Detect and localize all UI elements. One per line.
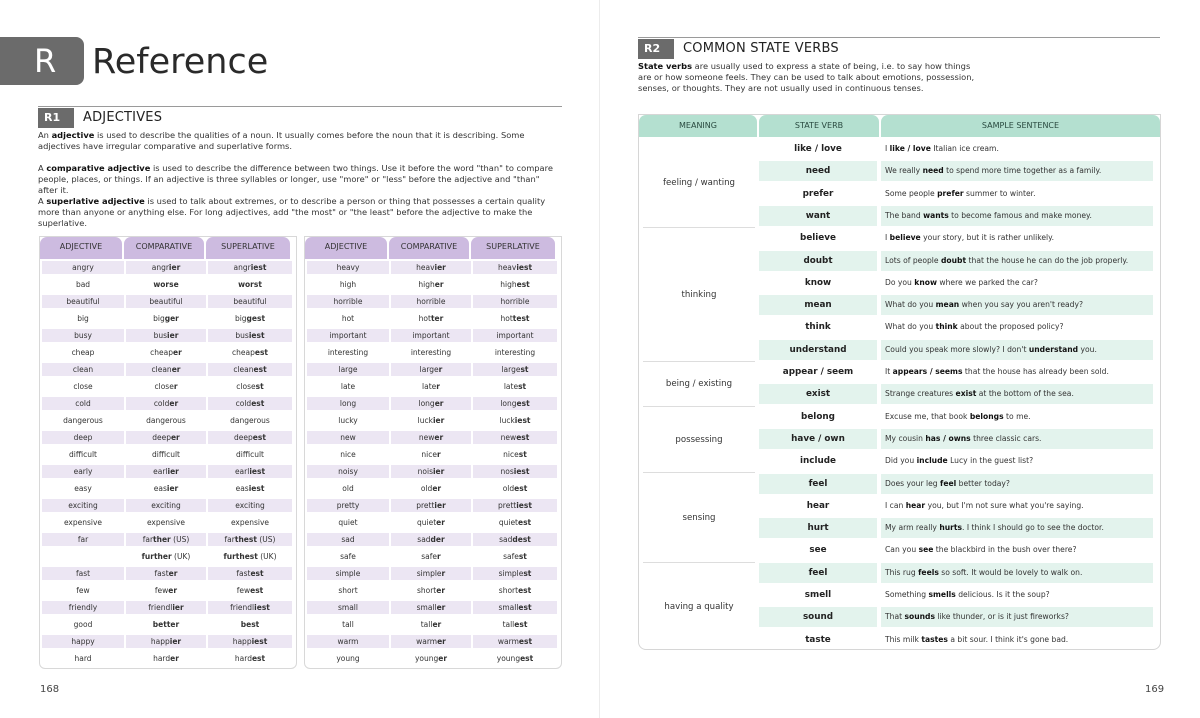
comparative-cell: simpler bbox=[391, 567, 471, 580]
table-row bbox=[305, 582, 561, 599]
sample-sentence-cell: What do you mean when you say you aren't ready? bbox=[881, 295, 1153, 315]
table-row bbox=[759, 429, 1153, 449]
table-body bbox=[40, 259, 296, 667]
table-row bbox=[305, 344, 561, 361]
page-title: Reference bbox=[92, 42, 269, 82]
table-row bbox=[40, 650, 296, 667]
table-row bbox=[759, 474, 1153, 494]
comparative-cell: larger bbox=[391, 363, 471, 376]
adjective-cell: dangerous bbox=[63, 416, 103, 425]
superlative-cell: longest bbox=[473, 397, 557, 410]
table-row bbox=[305, 310, 561, 327]
superlative-cell: luckiest bbox=[499, 416, 531, 425]
table-header bbox=[639, 115, 1160, 137]
right-page bbox=[600, 0, 1200, 718]
superlative-cell: quietest bbox=[498, 518, 532, 527]
adjective-cell: far bbox=[42, 533, 124, 546]
adjective-cell: easy bbox=[74, 484, 92, 493]
superlative-cell: saddest bbox=[473, 533, 557, 546]
comparative-cell: worse bbox=[153, 280, 179, 289]
superlative-cell: hardest bbox=[234, 654, 266, 663]
sample-sentence-cell: Does your leg feel better today? bbox=[881, 474, 1153, 494]
adjective-cell: lucky bbox=[338, 416, 358, 425]
adjective-cell: exciting bbox=[42, 499, 124, 512]
table-row bbox=[40, 446, 296, 463]
adjective-cell: short bbox=[338, 586, 358, 595]
superlative-cell: exciting bbox=[208, 499, 292, 512]
adjective-cell: simple bbox=[307, 567, 389, 580]
table-row bbox=[305, 497, 561, 514]
table-row bbox=[759, 607, 1153, 627]
table-row bbox=[759, 384, 1153, 404]
table-row bbox=[759, 518, 1153, 538]
adjective-cell: pretty bbox=[307, 499, 389, 512]
table-row bbox=[40, 344, 296, 361]
adjective-cell: good bbox=[73, 620, 93, 629]
state-verb-cell: belong bbox=[801, 411, 835, 422]
adjective-cell: hot bbox=[341, 314, 355, 323]
sample-sentence-cell: This rug feels so soft. It would be lovely to walk on. bbox=[881, 563, 1153, 583]
comparative-cell: harder bbox=[153, 654, 179, 663]
table-row bbox=[305, 599, 561, 616]
header-sample-sentence: SAMPLE SENTENCE bbox=[881, 115, 1160, 137]
table-row bbox=[40, 395, 296, 412]
comparative-cell: sadder bbox=[391, 533, 471, 546]
superlative-cell: closest bbox=[236, 382, 264, 391]
superlative-cell: busiest bbox=[208, 329, 292, 342]
page-number-right: 169 bbox=[1145, 684, 1165, 695]
header-superlative: SUPERLATIVE bbox=[471, 237, 555, 259]
state-verb-cell: exist bbox=[759, 384, 877, 404]
adjective-cell: warm bbox=[307, 635, 389, 648]
adjective-cell: busy bbox=[42, 329, 124, 342]
state-verb-cell: know bbox=[804, 277, 832, 288]
table-row bbox=[759, 228, 1153, 248]
comparative-cell: quieter bbox=[417, 518, 445, 527]
table-row bbox=[759, 317, 1153, 337]
table-row bbox=[40, 412, 296, 429]
comparative-cell: newer bbox=[391, 431, 471, 444]
state-verb-cell: smell bbox=[804, 590, 832, 600]
sample-sentence-cell: Something smells delicious. Is it the soup? bbox=[885, 590, 1050, 599]
header-meaning: MEANING bbox=[639, 115, 757, 137]
adjective-cell: bad bbox=[75, 280, 91, 289]
superlative-cell: dangerous bbox=[230, 416, 270, 425]
comparative-cell: higher bbox=[418, 280, 444, 289]
comparative-cell: further (UK) bbox=[141, 552, 191, 561]
table-row bbox=[759, 540, 1153, 560]
table-row bbox=[759, 273, 1153, 293]
header-comparative: COMPARATIVE bbox=[124, 237, 204, 259]
meaning-cell: having a quality bbox=[664, 602, 734, 613]
comparative-cell: luckier bbox=[417, 416, 445, 425]
superlative-cell: earliest bbox=[208, 465, 292, 478]
state-verb-cell: sound bbox=[759, 607, 877, 627]
table-row bbox=[759, 563, 1153, 583]
table-row bbox=[759, 251, 1153, 271]
adjective-cell: new bbox=[307, 431, 389, 444]
table-row bbox=[759, 340, 1153, 360]
superlative-cell: nicest bbox=[503, 450, 527, 459]
comparative-cell: fewer bbox=[154, 586, 178, 595]
comparative-cell: noisier bbox=[391, 465, 471, 478]
table-row bbox=[759, 161, 1153, 181]
adjective-cell: long bbox=[307, 397, 389, 410]
sample-sentence-cell: Some people prefer summer to winter. bbox=[885, 188, 1036, 198]
comparative-cell: interesting bbox=[410, 348, 452, 357]
table-row bbox=[40, 514, 296, 531]
table-row bbox=[305, 378, 561, 395]
state-verb-cell: taste bbox=[805, 634, 831, 645]
adjective-cell: cheap bbox=[71, 348, 95, 357]
state-verb-cell: appear / seem bbox=[782, 367, 854, 377]
table-row bbox=[40, 531, 296, 548]
adjective-cell: safe bbox=[340, 552, 356, 561]
comparative-cell: shorter bbox=[416, 586, 446, 595]
sample-sentence-cell: I like / love Italian ice cream. bbox=[885, 144, 999, 153]
superlative-cell: coldest bbox=[208, 397, 292, 410]
table-row bbox=[40, 463, 296, 480]
section-title-state-verbs: COMMON STATE VERBS bbox=[683, 41, 839, 56]
table-row bbox=[305, 633, 561, 650]
comparative-cell: friendlier bbox=[126, 601, 206, 614]
table-row bbox=[40, 565, 296, 582]
sample-sentence-cell: Can you see the blackbird in the bush over there? bbox=[885, 545, 1077, 555]
comparative-cell: heavier bbox=[391, 261, 471, 274]
state-verb-cell: feel bbox=[759, 563, 877, 583]
table-row bbox=[40, 276, 296, 293]
section-rule bbox=[38, 106, 562, 107]
superlative-cell: warmest bbox=[473, 635, 557, 648]
superlative-paragraph: A superlative adjective is used to talk about extremes, or to describe a person or thing that possesses a certain quality more than anyone or anything else. For long adjectives, add "the most" or "the least" before the adjective to make the superlative. bbox=[38, 196, 546, 228]
adjective-cell: quiet bbox=[338, 518, 358, 527]
state-verb-cell: understand bbox=[759, 340, 877, 360]
sample-sentence-cell: Excuse me, that book belongs to me. bbox=[885, 411, 1031, 421]
adjective-cell bbox=[42, 550, 124, 563]
table-row bbox=[759, 206, 1153, 226]
adjective-cell: heavy bbox=[307, 261, 389, 274]
comparative-cell: younger bbox=[414, 654, 448, 663]
table-row bbox=[40, 480, 296, 497]
superlative-cell: friendliest bbox=[208, 601, 292, 614]
table-body bbox=[305, 259, 561, 667]
table-row bbox=[40, 599, 296, 616]
comparative-cell: hotter bbox=[418, 314, 444, 323]
table-row bbox=[759, 585, 1153, 605]
adjective-cell: noisy bbox=[307, 465, 389, 478]
comparative-paragraph: A comparative adjective is used to describe the difference between two things. Use it before the word "than" to compare people, places, or things. If an adjective is three syllables or longer, use "more" or "less" before the adjective and "than" after it. bbox=[38, 163, 553, 195]
state-verbs-table bbox=[638, 114, 1161, 650]
superlative-cell: easiest bbox=[235, 484, 265, 493]
comparative-cell: prettier bbox=[391, 499, 471, 512]
superlative-cell: tallest bbox=[502, 620, 528, 629]
table-row bbox=[40, 429, 296, 446]
table-header bbox=[305, 237, 561, 259]
section-rule bbox=[638, 37, 1160, 38]
header-comparative: COMPARATIVE bbox=[389, 237, 469, 259]
table-row bbox=[759, 496, 1153, 516]
table-row bbox=[40, 548, 296, 565]
comparative-cell: angrier bbox=[126, 261, 206, 274]
superlative-cell: deepest bbox=[208, 431, 292, 444]
superlative-cell: fastest bbox=[208, 567, 292, 580]
superlative-cell: biggest bbox=[234, 314, 266, 323]
section-badge-r1: R1 bbox=[38, 108, 74, 128]
superlative-cell: safest bbox=[503, 552, 527, 561]
comparative-cell: important bbox=[391, 329, 471, 342]
table-row bbox=[40, 259, 296, 276]
comparative-cell: dangerous bbox=[146, 416, 186, 425]
adjective-cell: clean bbox=[42, 363, 124, 376]
superlative-cell: interesting bbox=[494, 348, 536, 357]
adjective-cell: deep bbox=[42, 431, 124, 444]
adjective-cell: nice bbox=[340, 450, 356, 459]
header-state-verb: STATE VERB bbox=[759, 115, 879, 137]
adjective-cell: few bbox=[76, 586, 90, 595]
table-row bbox=[40, 361, 296, 378]
adjective-cell: hard bbox=[74, 654, 92, 663]
comparative-cell: nicer bbox=[421, 450, 441, 459]
adjective-cell: beautiful bbox=[42, 295, 124, 308]
superlative-cell: happiest bbox=[208, 635, 292, 648]
comparative-cell: deeper bbox=[126, 431, 206, 444]
table-row bbox=[305, 463, 561, 480]
state-verbs-intro: State verbs are usually used to express a state of being, i.e. to say how things are or how someone feels. They can be used to talk about emotions, possession, senses, or thoughts. They are not usually used in continuous tenses. bbox=[638, 61, 975, 93]
table-row bbox=[305, 327, 561, 344]
adjective-cell: difficult bbox=[69, 450, 97, 459]
table-row bbox=[40, 582, 296, 599]
superlative-cell: horrible bbox=[473, 295, 557, 308]
sample-sentence-cell: Did you include Lucy in the guest list? bbox=[885, 456, 1034, 466]
sample-sentence-cell: It appears / seems that the house has already been sold. bbox=[885, 367, 1109, 376]
adjective-cell: happy bbox=[42, 635, 124, 648]
adjective-paragraph: An adjective is used to describe the qualities of a noun. It usually comes before the noun that it is describing. Some adjectives have irregular comparative and superlative forms. bbox=[38, 130, 525, 151]
adjective-cell: horrible bbox=[307, 295, 389, 308]
comparative-cell: expensive bbox=[146, 518, 186, 527]
comparative-cell: warmer bbox=[391, 635, 471, 648]
table-row bbox=[40, 378, 296, 395]
superlative-cell: beautiful bbox=[208, 295, 292, 308]
state-verb-cell: doubt bbox=[759, 251, 877, 271]
adjectives-table-right bbox=[304, 236, 562, 669]
superlative-cell: cleanest bbox=[208, 363, 292, 376]
sample-sentence-cell: I can hear you, but I'm not sure what you're saying. bbox=[885, 500, 1084, 510]
table-row bbox=[759, 295, 1153, 315]
comparative-cell: bigger bbox=[153, 314, 179, 323]
meaning-cell: thinking bbox=[643, 228, 755, 362]
table-row bbox=[305, 565, 561, 582]
superlative-cell: nosiest bbox=[473, 465, 557, 478]
table-header bbox=[40, 237, 296, 259]
superlative-cell: cheapest bbox=[232, 348, 268, 357]
sample-sentence-cell: What do you think about the proposed policy? bbox=[885, 322, 1064, 332]
meaning-cell: sensing bbox=[643, 474, 755, 563]
table-row bbox=[305, 446, 561, 463]
table-row bbox=[759, 139, 1153, 159]
table-row bbox=[305, 616, 561, 633]
comparative-cell: older bbox=[420, 484, 442, 493]
sample-sentence-cell: Lots of people doubt that the house he can do the job properly. bbox=[881, 251, 1153, 271]
table-row bbox=[305, 293, 561, 310]
adjective-cell: sad bbox=[307, 533, 389, 546]
meaning-cell: being / existing bbox=[643, 362, 755, 407]
adjective-cell: small bbox=[307, 601, 389, 614]
superlative-cell: fewest bbox=[236, 586, 264, 595]
table-row bbox=[40, 616, 296, 633]
superlative-cell: expensive bbox=[230, 518, 270, 527]
table-row bbox=[305, 514, 561, 531]
adjectives-table-left bbox=[39, 236, 297, 669]
state-verb-cell: have / own bbox=[759, 429, 877, 449]
comparative-cell: horrible bbox=[391, 295, 471, 308]
table-row bbox=[305, 412, 561, 429]
adjective-cell: large bbox=[307, 363, 389, 376]
superlative-cell: youngest bbox=[496, 654, 534, 663]
superlative-cell: highest bbox=[500, 280, 530, 289]
sample-sentence-cell: Strange creatures exist at the bottom of the sea. bbox=[881, 384, 1153, 404]
table-row bbox=[40, 293, 296, 310]
meaning-cell: possessing bbox=[643, 407, 755, 474]
adjective-cell: late bbox=[340, 382, 356, 391]
adjective-cell: big bbox=[77, 314, 89, 323]
comparative-cell: taller bbox=[420, 620, 442, 629]
superlative-cell: angriest bbox=[208, 261, 292, 274]
comparative-cell: beautiful bbox=[126, 295, 206, 308]
state-verb-cell: hear bbox=[806, 500, 830, 511]
table-row bbox=[759, 451, 1153, 471]
state-verb-cell: see bbox=[809, 545, 827, 556]
state-verb-cell: like / love bbox=[794, 144, 842, 154]
reference-tab: R bbox=[0, 37, 84, 85]
section-badge-r2: R2 bbox=[638, 39, 674, 59]
table-row bbox=[759, 407, 1153, 427]
superlative-cell: best bbox=[240, 620, 260, 629]
table-row bbox=[305, 276, 561, 293]
sample-sentence-cell: My cousin has / owns three classic cars. bbox=[881, 429, 1153, 449]
superlative-cell: furthest (UK) bbox=[223, 552, 277, 561]
adjective-cell: old bbox=[342, 484, 354, 493]
superlative-cell: smallest bbox=[473, 601, 557, 614]
comparative-cell: cleaner bbox=[126, 363, 206, 376]
adjective-cell: cold bbox=[42, 397, 124, 410]
table-row bbox=[40, 327, 296, 344]
comparative-cell: earlier bbox=[126, 465, 206, 478]
adjective-cell: interesting bbox=[327, 348, 369, 357]
comparative-cell: colder bbox=[126, 397, 206, 410]
sample-sentence-cell: Could you speak more slowly? I don't understand you. bbox=[881, 340, 1153, 360]
state-verb-cell: think bbox=[805, 322, 831, 333]
table-row bbox=[759, 184, 1153, 204]
superlative-cell: important bbox=[473, 329, 557, 342]
adjective-cell: early bbox=[42, 465, 124, 478]
table-row bbox=[305, 480, 561, 497]
sample-sentence-cell: I believe your story, but it is rather unlikely. bbox=[885, 233, 1054, 243]
comparative-cell: exciting bbox=[126, 499, 206, 512]
sample-sentence-cell: This milk tastes a bit sour. I think it's gone bad. bbox=[885, 634, 1069, 644]
adjective-cell: expensive bbox=[63, 518, 103, 527]
adjective-cell: close bbox=[73, 382, 93, 391]
table-row bbox=[40, 310, 296, 327]
comparative-cell: farther (US) bbox=[126, 533, 206, 546]
comparative-cell: busier bbox=[126, 329, 206, 342]
state-verb-cell: hurt bbox=[759, 518, 877, 538]
table-row bbox=[305, 259, 561, 276]
header-adjective: ADJECTIVE bbox=[40, 237, 122, 259]
table-row bbox=[40, 497, 296, 514]
adjective-cell: fast bbox=[42, 567, 124, 580]
comparative-cell: easier bbox=[153, 484, 179, 493]
comparative-cell: difficult bbox=[152, 450, 180, 459]
state-verb-cell: mean bbox=[759, 295, 877, 315]
comparative-cell: longer bbox=[391, 397, 471, 410]
sample-sentence-cell: That sounds like thunder, or is it just fireworks? bbox=[881, 607, 1153, 627]
state-verb-cell: want bbox=[759, 206, 877, 226]
superlative-cell: farthest (US) bbox=[208, 533, 292, 546]
adjective-cell: young bbox=[336, 654, 360, 663]
adjective-cell: friendly bbox=[42, 601, 124, 614]
comparative-cell: later bbox=[422, 382, 440, 391]
superlative-cell: oldest bbox=[502, 484, 528, 493]
state-verb-cell: prefer bbox=[802, 188, 834, 199]
superlative-cell: shortest bbox=[498, 586, 532, 595]
sample-sentence-cell: We really need to spend more time together as a family. bbox=[881, 161, 1153, 181]
table-row bbox=[40, 633, 296, 650]
comparative-cell: safer bbox=[421, 552, 441, 561]
superlative-cell: worst bbox=[238, 280, 262, 289]
table-row bbox=[305, 429, 561, 446]
header-adjective: ADJECTIVE bbox=[305, 237, 387, 259]
adjective-cell: high bbox=[339, 280, 357, 289]
comparative-cell: happier bbox=[126, 635, 206, 648]
page-number-left: 168 bbox=[40, 684, 60, 695]
state-verb-cell: feel bbox=[759, 474, 877, 494]
table-row bbox=[759, 630, 1153, 650]
table-row bbox=[759, 362, 1153, 382]
sample-sentence-cell: The band wants to become famous and make money. bbox=[881, 206, 1153, 226]
table-row bbox=[305, 361, 561, 378]
superlative-cell: newest bbox=[473, 431, 557, 444]
header-superlative: SUPERLATIVE bbox=[206, 237, 290, 259]
superlative-cell: hottest bbox=[500, 314, 530, 323]
superlative-cell: heaviest bbox=[473, 261, 557, 274]
superlative-cell: largest bbox=[473, 363, 557, 376]
sample-sentence-cell: Do you know where we parked the car? bbox=[885, 277, 1038, 287]
superlative-cell: latest bbox=[503, 382, 527, 391]
state-verb-cell: need bbox=[759, 161, 877, 181]
comparative-cell: closer bbox=[154, 382, 178, 391]
superlative-cell: prettiest bbox=[473, 499, 557, 512]
adjective-cell: angry bbox=[42, 261, 124, 274]
meaning-cell: feeling / wanting bbox=[643, 139, 755, 228]
comparative-cell: smaller bbox=[391, 601, 471, 614]
comparative-cell: better bbox=[152, 620, 180, 629]
superlative-cell: difficult bbox=[236, 450, 264, 459]
comparative-cell: faster bbox=[126, 567, 206, 580]
table-row bbox=[305, 531, 561, 548]
table-row bbox=[305, 395, 561, 412]
comparative-cell: cheaper bbox=[150, 348, 182, 357]
table-row bbox=[305, 548, 561, 565]
section-title-adjectives: ADJECTIVES bbox=[83, 110, 163, 125]
table-row bbox=[305, 650, 561, 667]
adjective-cell: tall bbox=[342, 620, 354, 629]
adjective-cell: important bbox=[307, 329, 389, 342]
superlative-cell: simplest bbox=[473, 567, 557, 580]
state-verb-cell: believe bbox=[800, 233, 836, 244]
state-verb-cell: include bbox=[799, 456, 837, 467]
sample-sentence-cell: My arm really hurts. I think I should go to see the doctor. bbox=[881, 518, 1153, 538]
